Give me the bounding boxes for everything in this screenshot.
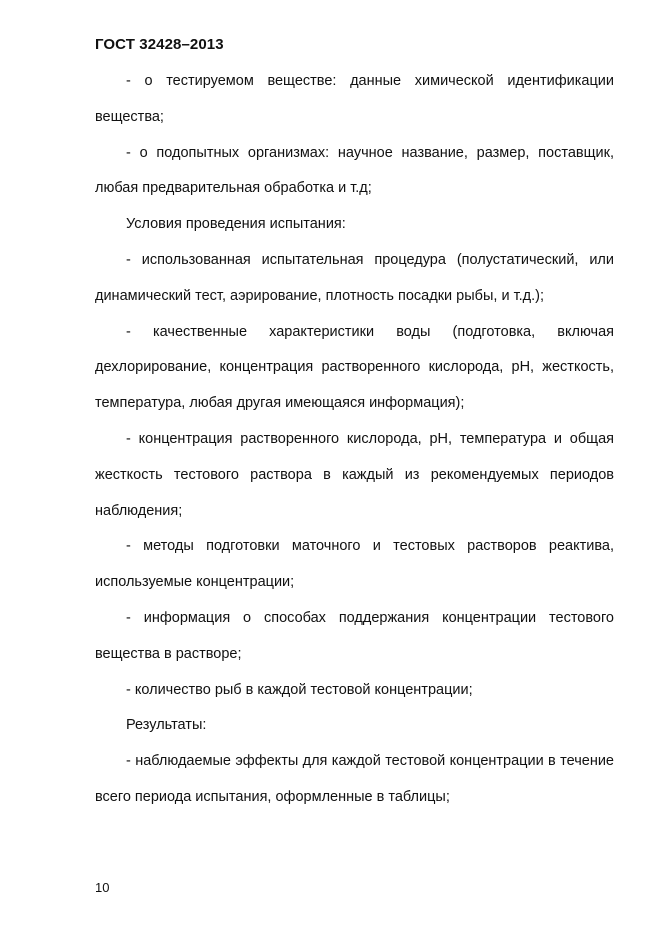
paragraph-water-quality: - качественные характеристики воды (подготовка, включая дехлорирование, концентрация растворенного кислорода, pH, жесткость, температура, любая другая имеющаяся информация); (95, 323, 614, 412)
standard-code: ГОСТ 32428–2013 (95, 36, 224, 53)
paragraph-oxygen-ph-temperature: - концентрация растворенного кислорода, pH, температура и общая жесткость тестового раствора в каждый из рекомендуемых периодов наблюдения; (95, 430, 614, 519)
paragraph-observed-effects: - наблюдаемые эффекты для каждой тестовой концентрации в течение всего периода испытания, оформленные в таблицы; (95, 753, 614, 805)
section-heading-results: Результаты: (126, 717, 207, 734)
page-number: 10 (95, 880, 110, 895)
paragraph-solution-preparation: - методы подготовки маточного и тестовых растворов реактива, используемые концентрации; (95, 538, 614, 591)
paragraph-substance-info: - о тестируемом веществе: данные химической идентификации вещества; (95, 73, 614, 125)
section-heading-test-conditions: Условия проведения испытания: (126, 216, 346, 233)
document-body (95, 64, 614, 816)
document-header (95, 36, 224, 53)
paragraph-test-organisms: - о подопытных организмах: научное название, размер, поставщик, любая предварительная обработка и т.д; (95, 144, 614, 197)
paragraph-test-procedure: - использованная испытательная процедура (полустатический, или динамический тест, аэрирование, плотность посадки рыбы, и т.д.); (95, 251, 614, 304)
page-footer (95, 880, 109, 895)
paragraph-concentration-maintenance: - информация о способах поддержания концентрации тестового вещества в растворе; (95, 609, 614, 662)
paragraph-fish-count: - количество рыб в каждой тестовой концентрации; (126, 681, 473, 698)
